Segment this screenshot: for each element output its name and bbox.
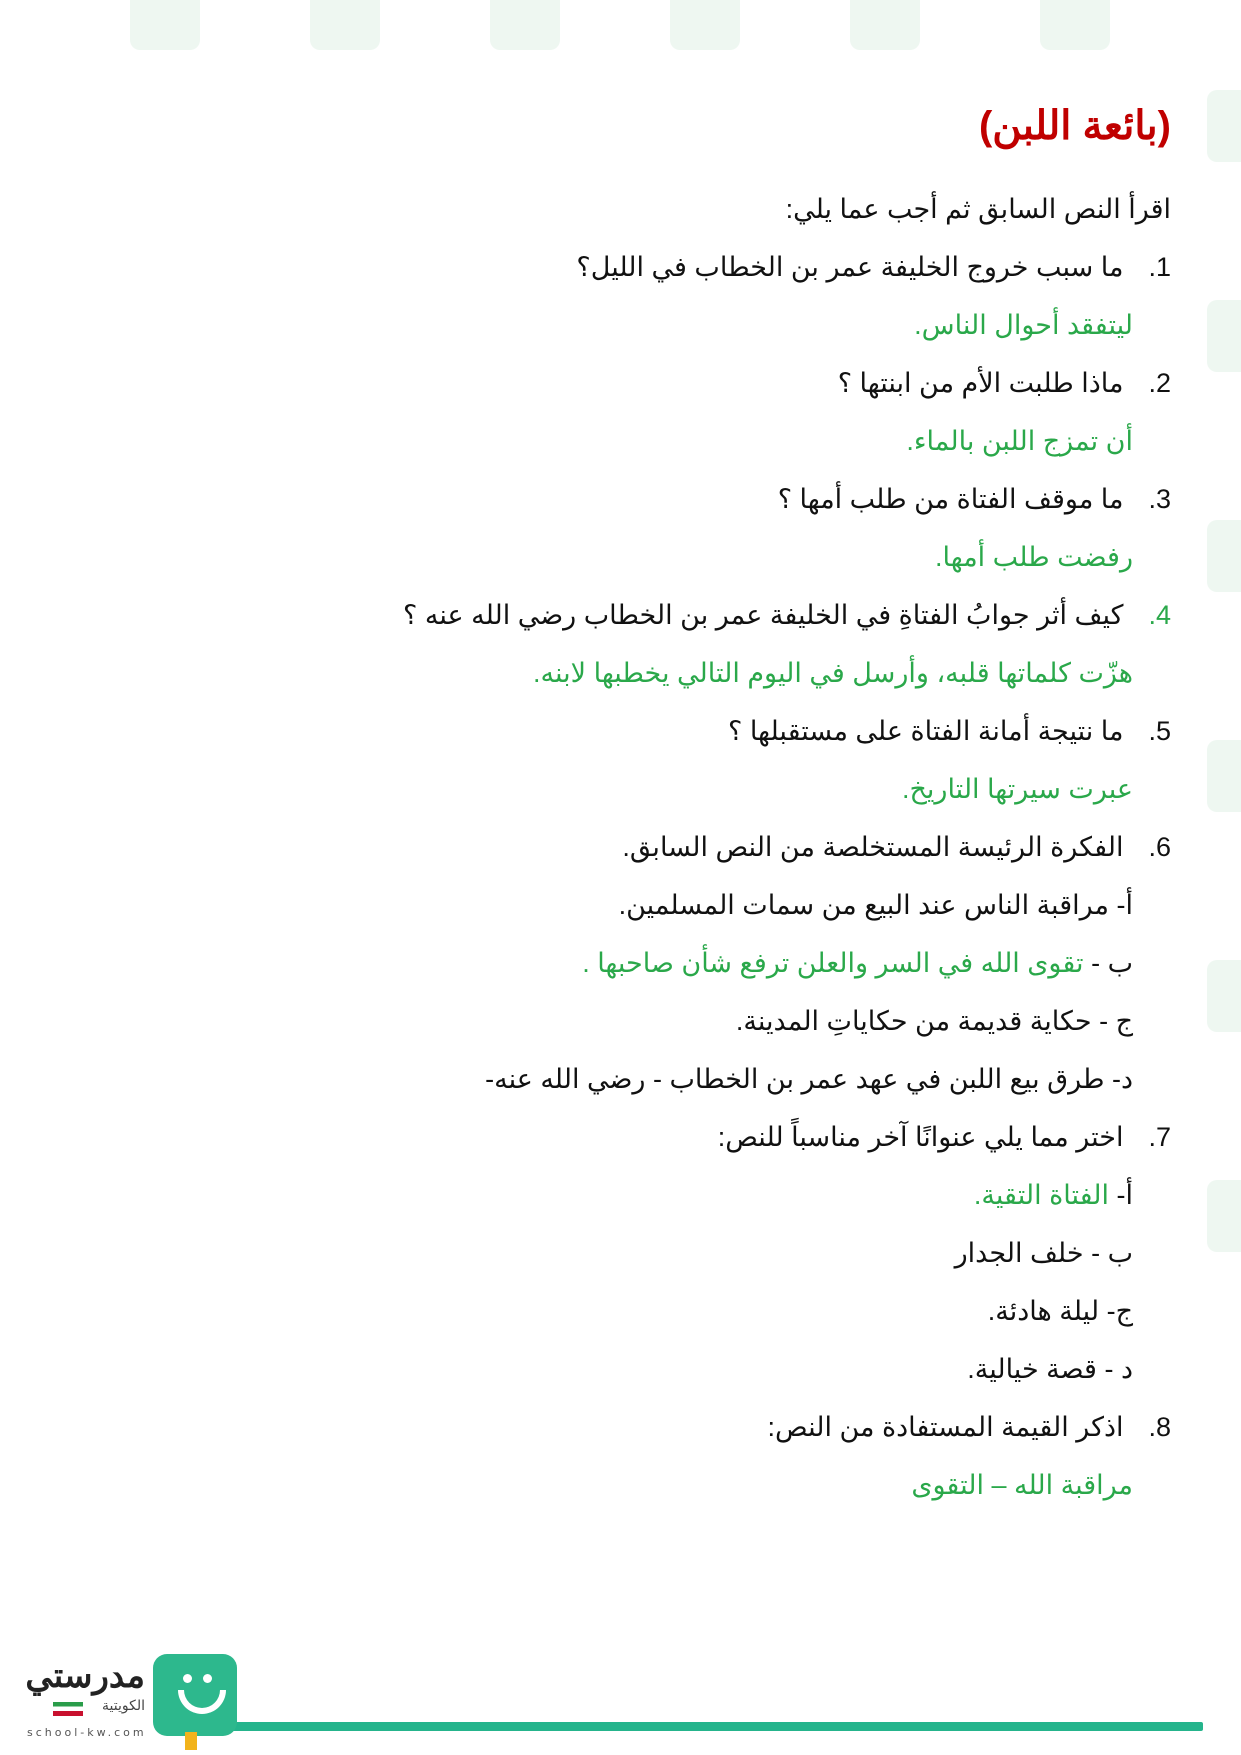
option-text: تقوى الله في السر والعلن ترفع شأن صاحبها .: [582, 948, 1084, 978]
option-a-correct: [91, 1166, 1171, 1224]
kuwait-flag-icon: [53, 1702, 83, 1716]
watermark-logo-icon: [490, 0, 560, 50]
option-d: [91, 1340, 1171, 1398]
option-text: ليلة هادئة.: [987, 1296, 1100, 1326]
question-number: 7.: [1148, 1122, 1171, 1152]
question-3: [91, 470, 1171, 528]
option-label: د-: [1111, 1064, 1133, 1094]
option-text: طرق بيع اللبن في عهد عمر بن الخطاب - رضي الله عنه-: [485, 1064, 1105, 1094]
question-text: ما نتيجة أمانة الفتاة على مستقبلها ؟: [727, 716, 1124, 746]
watermark-logo-icon: [1207, 1180, 1241, 1252]
question-text: كيف أثر جوابُ الفتاةِ في الخليفة عمر بن الخطاب رضي الله عنه ؟: [403, 600, 1124, 630]
question-6: [91, 818, 1171, 876]
watermark-logo-icon: [1207, 960, 1241, 1032]
question-text: اذكر القيمة المستفادة من النص:: [767, 1412, 1124, 1442]
question-7: [91, 1108, 1171, 1166]
option-text: الفتاة التقية.: [973, 1180, 1109, 1210]
question-text: اختر مما يلي عنوانًا آخر مناسباً للنص:: [717, 1122, 1124, 1152]
question-text: ما سبب خروج الخليفة عمر بن الخطاب في الليل؟: [576, 252, 1124, 282]
question-number: 4.: [1148, 600, 1171, 630]
footer-rule: [227, 1722, 1203, 1731]
page-title: (بائعة اللبن): [978, 104, 1171, 148]
answer-2: أن تمزج اللبن بالماء.: [906, 426, 1133, 456]
question-text: ماذا طلبت الأم من ابنتها ؟: [837, 368, 1124, 398]
option-text: حكاية قديمة من حكاياتِ المدينة.: [735, 1006, 1092, 1036]
question-2: [91, 354, 1171, 412]
watermark-logo-icon: [1207, 740, 1241, 812]
question-text: ما موقف الفتاة من طلب أمها ؟: [777, 484, 1124, 514]
instruction: اقرأ النص السابق ثم أجب عما يلي:: [785, 194, 1171, 224]
watermark-strip: [0, 0, 1241, 60]
option-c: [91, 992, 1171, 1050]
option-b-correct: [91, 934, 1171, 992]
option-a: [91, 876, 1171, 934]
logo-book-icon: [153, 1654, 237, 1736]
worksheet-content: [91, 180, 1171, 1514]
logo-url: school-kw.com: [27, 1726, 147, 1739]
question-number: 5.: [1148, 716, 1171, 746]
question-number: 6.: [1148, 832, 1171, 862]
watermark-logo-icon: [310, 0, 380, 50]
question-text: الفكرة الرئيسة المستخلصة من النص السابق.: [622, 832, 1124, 862]
answer-8: مراقبة الله – التقوى: [911, 1470, 1133, 1500]
answer-4: هزّت كلماتها قلبه، وأرسل في اليوم التالي يخطبها لابنه.: [533, 658, 1133, 688]
school-logo: [25, 1652, 220, 1752]
option-label: أ-: [1116, 1180, 1133, 1210]
question-number: 2.: [1148, 368, 1171, 398]
question-8: [91, 1398, 1171, 1456]
watermark-logo-icon: [1207, 520, 1241, 592]
question-number: 1.: [1148, 252, 1171, 282]
watermark-logo-icon: [1207, 90, 1241, 162]
question-5: [91, 702, 1171, 760]
answer-3: رفضت طلب أمها.: [935, 542, 1133, 572]
question-4: [91, 586, 1171, 644]
question-number: 3.: [1148, 484, 1171, 514]
option-label: ج-: [1106, 1296, 1133, 1326]
option-label: ب -: [1091, 1238, 1133, 1268]
option-text: خلف الجدار: [954, 1238, 1084, 1268]
option-d: [91, 1050, 1171, 1108]
logo-bookmark-icon: [185, 1732, 197, 1750]
watermark-logo-icon: [850, 0, 920, 50]
option-text: قصة خيالية.: [967, 1354, 1097, 1384]
option-label: د -: [1104, 1354, 1133, 1384]
answer-5: عبرت سيرتها التاريخ.: [901, 774, 1133, 804]
watermark-logo-icon: [130, 0, 200, 50]
option-b: [91, 1224, 1171, 1282]
question-1: [91, 238, 1171, 296]
option-label: ب -: [1091, 948, 1133, 978]
logo-name: مدرستي: [25, 1657, 145, 1695]
watermark-logo-icon: [1040, 0, 1110, 50]
question-number: 8.: [1148, 1412, 1171, 1442]
answer-1: ليتفقد أحوال الناس.: [914, 310, 1133, 340]
watermark-logo-icon: [1207, 300, 1241, 372]
option-label: ج -: [1099, 1006, 1133, 1036]
option-label: أ-: [1116, 890, 1133, 920]
watermark-logo-icon: [670, 0, 740, 50]
option-text: مراقبة الناس عند البيع من سمات المسلمين.: [618, 890, 1109, 920]
logo-subtitle: الكويتية: [102, 1698, 145, 1714]
option-c: [91, 1282, 1171, 1340]
